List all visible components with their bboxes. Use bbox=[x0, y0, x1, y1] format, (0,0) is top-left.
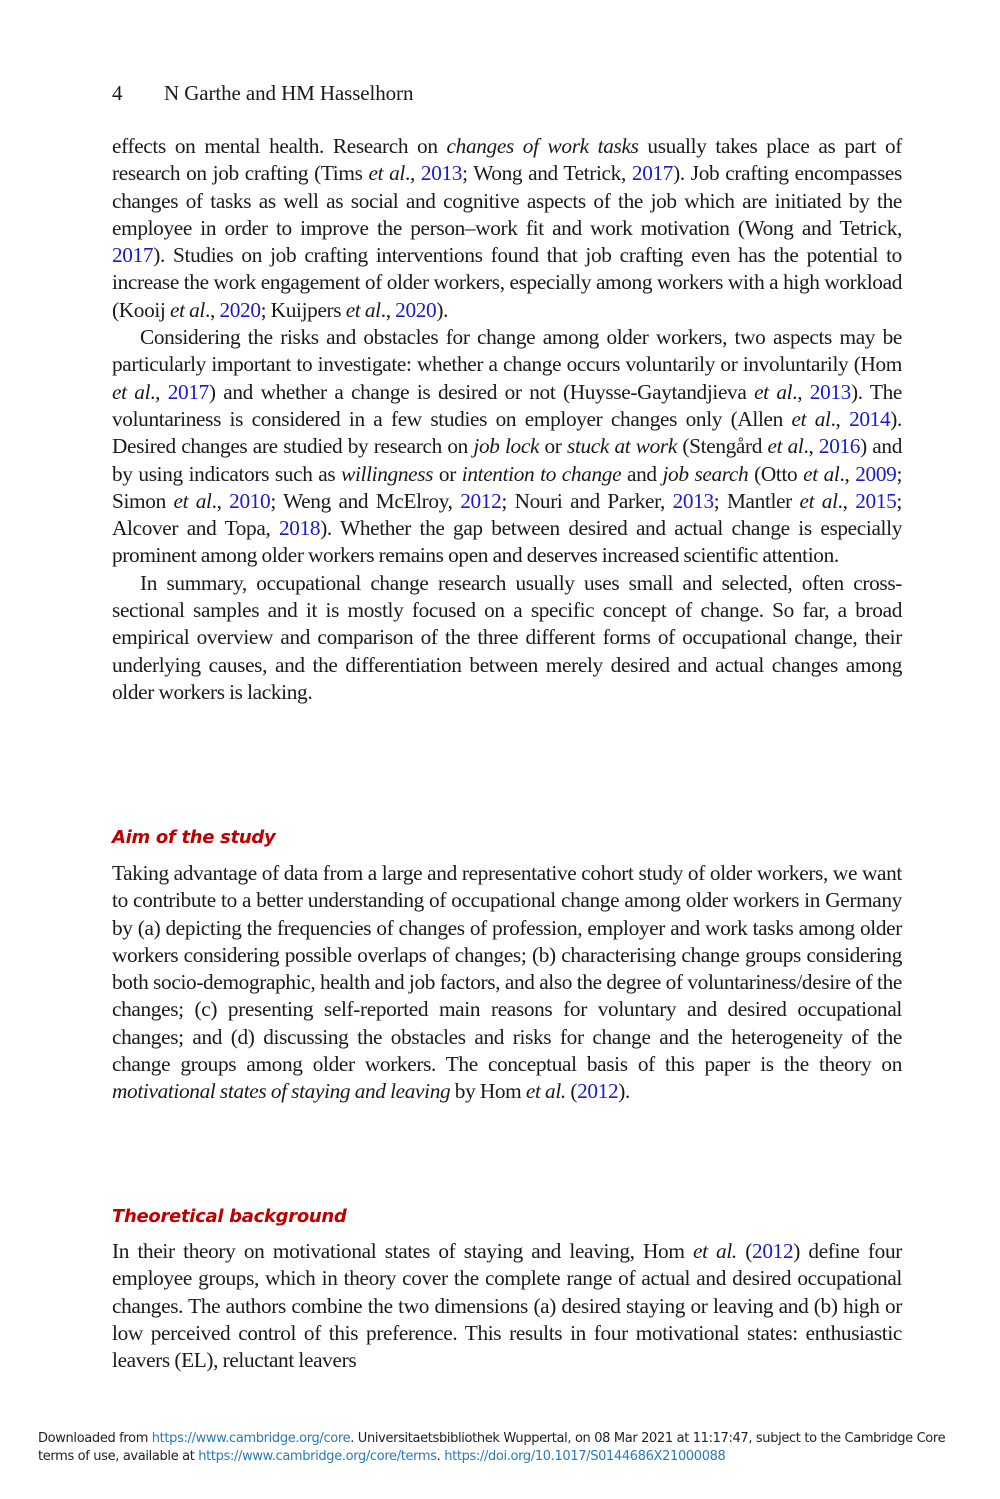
paragraph bbox=[112, 570, 902, 706]
italic-text: et al bbox=[368, 161, 405, 186]
text: (Otto bbox=[748, 461, 804, 486]
italic-term: willingness bbox=[341, 461, 434, 486]
text: . bbox=[436, 1449, 445, 1464]
italic-text: et al bbox=[803, 461, 840, 486]
citation-link[interactable]: 2017 bbox=[631, 161, 674, 186]
text: Considering the risks and obstacles for change among older workers, two aspects may be particularly important to investigate: whether a change occurs voluntarily or involuntarily (Hom bbox=[112, 325, 902, 377]
italic-text: et al bbox=[791, 406, 831, 431]
citation-link[interactable]: 2017 bbox=[167, 379, 209, 404]
text: ., bbox=[839, 461, 856, 486]
text: ., bbox=[803, 434, 819, 459]
text: ; Weng and McElroy, bbox=[270, 488, 461, 513]
italic-term: motivational states of staying and leaving bbox=[112, 1079, 451, 1104]
paragraph bbox=[112, 324, 902, 570]
italic-text: et al. bbox=[525, 1079, 566, 1104]
section-heading-aim: Aim of the study bbox=[112, 827, 276, 848]
italic-term: changes of work tasks bbox=[446, 134, 639, 158]
section-intro-continued bbox=[112, 133, 902, 706]
text: In summary, occupational change research usually uses small and selected, often cross-sectional samples and it is mostly focused on a specific concept of change. So far, a broad empirical overview and comparison of the three different forms of occupational change, their underlying causes, and the differentiation between merely desired and actual changes among older workers is lacking. bbox=[112, 570, 902, 704]
text: In their theory on motivational states of staying and leaving, Hom bbox=[112, 1239, 693, 1263]
citation-link[interactable]: 2012 bbox=[752, 1239, 794, 1263]
text: ). The voluntariness is considered in a few studies on employer changes only (Allen bbox=[112, 379, 902, 431]
citation-link[interactable]: 2013 bbox=[672, 488, 714, 513]
text: ). Job crafting encompasses changes of tasks as well as social and cognitive aspects of the job which are initiated by the employee in order to improve the person–work fit and work motivation (Wong and Tetrick, bbox=[112, 161, 902, 240]
italic-term: stuck at work bbox=[567, 434, 677, 459]
italic-term: intention to change bbox=[461, 461, 622, 486]
citation-link[interactable]: 2014 bbox=[849, 406, 891, 431]
text: ). Whether the gap between desired and actual change is especially prominent among older workers remains open and deserves increased scientific attention. bbox=[112, 516, 902, 568]
italic-text: et al bbox=[169, 297, 205, 322]
text: effects on mental health. Research on bbox=[112, 134, 447, 158]
italic-term: job lock bbox=[473, 434, 540, 459]
citation-link[interactable]: 2020 bbox=[395, 297, 437, 322]
italic-text: et al bbox=[754, 379, 793, 404]
citation-link[interactable]: 2015 bbox=[855, 488, 897, 513]
running-head bbox=[112, 80, 413, 107]
text: ; Simon bbox=[112, 461, 903, 513]
citation-link[interactable]: 2017 bbox=[112, 243, 154, 268]
text: usually takes place as part of research on job crafting (Tims bbox=[112, 134, 902, 186]
text: ). Desired changes are studied by research on bbox=[112, 406, 902, 459]
italic-text: et al. bbox=[692, 1239, 737, 1263]
citation-link[interactable]: 2010 bbox=[229, 488, 271, 513]
text: ., bbox=[837, 488, 856, 513]
text: ) and whether a change is desired or not (Huysse-Gaytandjieva bbox=[208, 379, 755, 404]
citation-link[interactable]: 2013 bbox=[809, 379, 851, 404]
running-head-authors: N Garthe and HM Hasselhorn bbox=[164, 81, 414, 105]
text: ; Mantler bbox=[713, 488, 800, 513]
paragraph bbox=[112, 1238, 902, 1374]
text: or bbox=[539, 434, 567, 459]
italic-text: et al bbox=[799, 488, 838, 513]
text: and bbox=[621, 461, 663, 486]
text: ., bbox=[150, 379, 168, 404]
text: ) define four employee groups, which in theory cover the complete range of actual and desired occupational changes. The authors combine the two dimensions (a) desired staying or leaving and (b) high or low perceived control of this preference. This results in four motivational states: enthusiastic leavers (EL), reluctant leavers bbox=[112, 1239, 903, 1373]
text: ., bbox=[380, 297, 396, 322]
text: ). Studies on job crafting interventions found that job crafting even has the potential to increase the work engagement of older workers, especially among workers with a high workload (Kooij bbox=[112, 243, 902, 322]
text: ; Kuijpers bbox=[260, 297, 346, 322]
section-theory bbox=[112, 1238, 902, 1374]
citation-link[interactable]: 2020 bbox=[219, 297, 261, 322]
italic-text: et al bbox=[345, 297, 381, 322]
text: ). bbox=[436, 297, 449, 322]
text: ( bbox=[736, 1239, 753, 1263]
italic-term: job search bbox=[662, 461, 749, 486]
italic-text: et al bbox=[112, 379, 151, 404]
text: ) and by using indicators such as bbox=[112, 434, 902, 486]
page-number: 4 bbox=[112, 81, 123, 105]
text: ., bbox=[830, 406, 850, 431]
citation-link[interactable]: 2012 bbox=[577, 1079, 619, 1104]
italic-text: et al bbox=[767, 434, 804, 459]
section-aim bbox=[112, 860, 902, 1106]
text: or bbox=[433, 461, 462, 486]
doi-link[interactable]: https://doi.org/10.1017/S0144686X21000088 bbox=[444, 1449, 726, 1464]
text: ( bbox=[565, 1079, 578, 1104]
citation-link[interactable]: 2009 bbox=[855, 461, 897, 486]
download-footer bbox=[38, 1430, 978, 1466]
text: ; Alcover and Topa, bbox=[112, 488, 902, 541]
text: ; Nouri and Parker, bbox=[501, 488, 673, 513]
citation-link[interactable]: 2012 bbox=[460, 488, 502, 513]
citation-link[interactable]: 2013 bbox=[420, 161, 463, 186]
section-heading-theory: Theoretical background bbox=[112, 1206, 347, 1227]
text: ). bbox=[618, 1079, 631, 1104]
text: Downloaded from bbox=[38, 1431, 152, 1446]
cambridge-core-link[interactable]: https://www.cambridge.org/core bbox=[151, 1431, 351, 1446]
text: ., bbox=[211, 488, 230, 513]
text: Taking advantage of data from a large and representative cohort study of older workers, we want to contribute to a better understanding of occupational change among older workers in Germany by (a) depicting the frequencies of changes of profession, employer and work tasks among older workers considering possible overlaps of changes; (b) characterising change groups considering both socio-demographic, health and job factors, and also the degree of voluntariness/desire of the changes; (c) presenting self-reported main reasons for voluntary and desired occupational changes; and (d) discussing the obstacles and risks for change and the heterogeneity of the change groups among older workers. The conceptual basis of this paper is the theory on bbox=[112, 861, 902, 1077]
citation-link[interactable]: 2018 bbox=[278, 516, 321, 541]
text: ., bbox=[205, 297, 220, 322]
terms-link[interactable]: https://www.cambridge.org/core/terms bbox=[198, 1449, 437, 1464]
paragraph bbox=[112, 133, 902, 324]
text: ; Wong and Tetrick, bbox=[462, 161, 632, 186]
citation-link[interactable]: 2016 bbox=[818, 434, 861, 459]
text: ., bbox=[792, 379, 810, 404]
text: by Hom bbox=[450, 1079, 526, 1104]
italic-text: et al bbox=[173, 488, 212, 513]
text: . Universitaetsbibliothek Wuppertal, on 08 Mar 2021 at 11:17:47, subject to the Cambridge Core terms of use, available at bbox=[38, 1431, 946, 1464]
text: (Stengård bbox=[676, 434, 768, 459]
text: ., bbox=[404, 161, 421, 186]
paragraph bbox=[112, 860, 902, 1106]
